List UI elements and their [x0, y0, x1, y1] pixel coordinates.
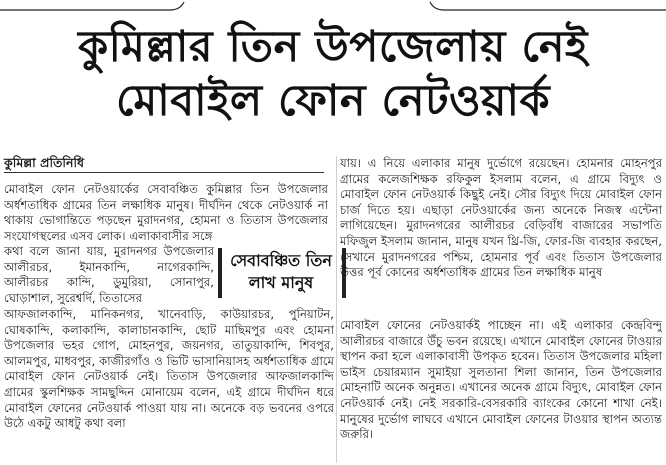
- headline: [0, 20, 666, 128]
- headline-line-1: কুমিল্লার তিন উপজেলায় নেই: [78, 22, 588, 72]
- body-right-top: যায়। এ নিয়ে এলাকার মানুষ দুর্ভোগে রয়েছেন। হোমনার মোহনপুর গ্রামের কলেজশিক্ষক রফিকুল ইসলাম বলেন, এ গ্রামে বিদ্যুৎ ও মোবাইল ফোন নেটওয়ার্ক কিছুই নেই। সৌর বিদ্যুৎ দিয়ে মোবাইল ফোন চার্জ দিতে হয়। এছাড়া নেটওয়ার্কের জন্য অনেকে নিজস্ব এন্টেনা লাগিয়েছেন। মুরাদনগরের আলীরচর বেড়িবাঁধ বাজারের সভাপতি মফিজুল ইসলাম জানান, মানুষ যখন থ্রি-জি, ফোর-জি ব্যবহার করছেন, সেখানে মুরাদনগরের পশ্চিম, হোমনার পূর্ব এবং তিতাস উপজেলার উত্তর পূর্ব কোনের অর্ধশতাধিক গ্রামের তিন লক্ষাধিক মানুষ: [340, 156, 662, 280]
- top-decorative-rule: [0, 0, 666, 12]
- body-left-bottom: আফজালকান্দি, মানিকনগর, খানেবাড়ি, কাউয়ারচর, পুনিয়াটন, ঘোষকান্দি, কলাকান্দি, কালাচানকান্দি, ছোট মাছিমপুর এবং হোমনা উপজেলার ভহর গোপ, মোহনপুর, জয়নগর, তাতুয়াকান্দি, শিবপুর, আলমপুর, মাধবপুর, কাজীরগাঁও ও ভিটি ভাসানিয়াসহ অর্ধশতাধিক গ্রামে মোবাইল ফোন নেটওয়ার্ক নেই। তিতাস উপজেলার আফজালকান্দি গ্রামের স্কুলশিক্ষক সামছুদ্দিন মোনায়েম বলেন, এই গ্রামে দীর্ঘদিন ধরে মোবাইল ফোনের নেটওয়ার্ক পাওয়া যায় না। অনেকে বড় ভবনের ওপরে উঠে একটু আধটু কথা বলা: [4, 307, 334, 431]
- headline-line-2: মোবাইল ফোন নেটওয়ার্ক: [115, 76, 551, 126]
- pull-quote: [218, 250, 344, 298]
- byline: কুমিল্লা প্রতিনিধি: [4, 155, 324, 173]
- pull-quote-line-1: সেবাবঞ্চিত তিন: [230, 251, 332, 270]
- body-right-bottom: মোবাইল ফোনের নেটওয়ার্কই পাচ্ছেন না। এই এলাকার কেন্দ্রবিন্দু আলীরচর বাজারে উঁচু ভবন রয়েছে। এখানে মোবাইল ফোনের টাওয়ার স্থাপন করা হলে এলাকাবাসী উপকৃত হবেন। তিতাস উপজেলার মহিলা ভাইস চেয়ারম্যান সুমাইয়া সুলতানা শিলা জানান, তিন উপজেলার মোহনাটি অনেক অনুন্নত। এখানের অনেক গ্রামে বিদ্যুৎ, মোবাইল ফোন নেটওয়ার্ক নেই। নেই সরকারি-বেসরকারি ব্যাংকের কোনো শাখা নেই। মানুষের দুর্ভোগ লাঘবে এখানে মোবাইল ফোনের টাওয়ার স্থাপন অত্যন্ত জরুরি।: [340, 318, 662, 442]
- pull-quote-line-2: লাখ মানুষ: [248, 273, 314, 292]
- body-left-top: মোবাইল ফোন নেটওয়ার্কের সেবাবঞ্চিত কুমিল্লার তিন উপজেলার অর্ধশতাধিক গ্রামের তিন লক্ষাধিক মানুষ। দীর্ঘদিন থেকে নেটওয়ার্ক না থাকায় ভোগান্তিতে পড়ছেন মুরাদনগর, হোমনা ও তিতাস উপজেলার সংযোগস্থলের এসব লোক। এলাকাবাসীর সঙ্গে: [4, 182, 328, 243]
- body-left-middle: কথা বলে জানা যায়, মুরাদনগর উপজেলার আলীরচর, ইমানকান্দি, নাগেরকান্দি, আলীরচর কান্দি, ডুমুরিয়া, সোনাপুর, ঘোড়াশাল, সুরেশ্বর্দি, তিতাসের: [4, 244, 214, 305]
- column-divider: [336, 156, 337, 463]
